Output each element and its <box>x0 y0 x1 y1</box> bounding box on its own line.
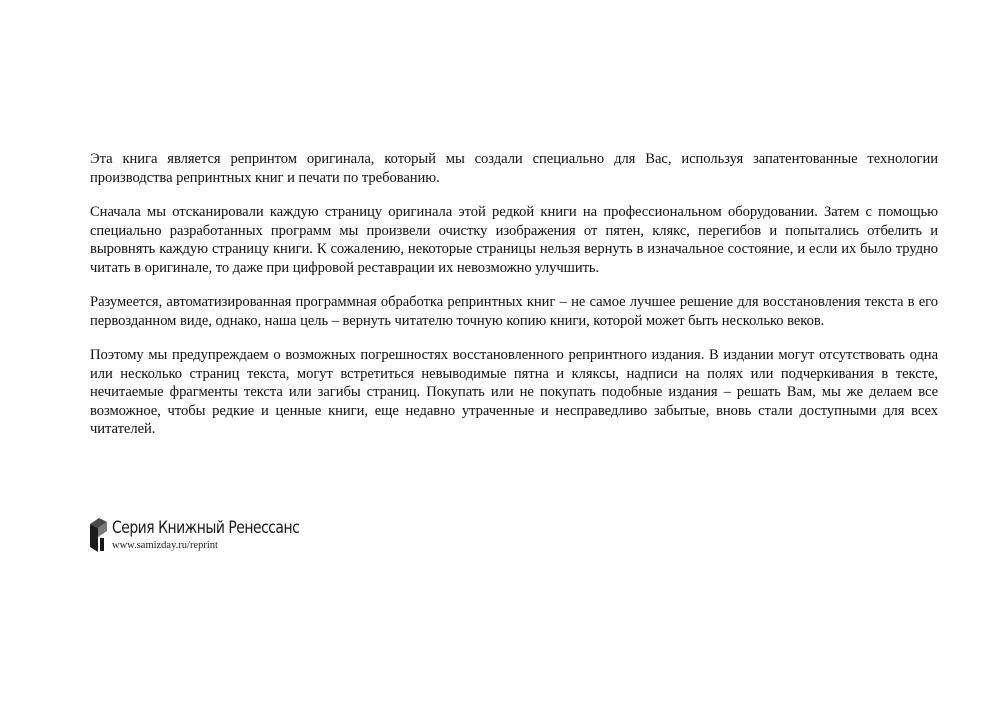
paragraph-reprint-intro: Эта книга является репринтом оригинала, который мы создали специально для Вас, используя запатентованные технологии производства репринтных книг и печати по требованию. <box>90 151 938 186</box>
paragraph-warning: Поэтому мы предупреждаем о возможных погрешностях восстановленного репринтного издания. В издании могут отсутствовать одна или несколько страниц текста, могут встретиться невыводимые пятна и кляксы, надписи на полях или подчеркивания в тексте, нечитаемые фрагменты текста или загибы страниц. Покупать или не покупать подобные издания – решать Вам, мы же делаем все возможное, чтобы редкие и ценные книги, еще недавно утраченные и несправедливо забытые, вновь стали доступными для всех читателей. <box>90 347 938 437</box>
series-brand <box>88 516 348 560</box>
paragraph-scanning: Сначала мы отсканировали каждую страницу оригинала этой редкой книги на профессиональном оборудовании. Затем с помощью специально разработанных программ мы произвели очистку изображения от пятен, клякс, перегибов и попытались отбелить и выровнять каждую страницу книги. К сожалению, некоторые страницы нельзя вернуть в изначальное состояние, и если их было трудно читать в оригинале, то даже при цифровой реставрации их невозможно улучшить. <box>90 204 938 276</box>
book-stack-logo-icon <box>88 516 108 554</box>
series-url: www.samizday.ru/reprint <box>112 540 218 551</box>
series-title: Серия Книжный Ренессанс <box>112 518 300 538</box>
notice-text <box>90 150 938 455</box>
paragraph-automation: Разумеется, автоматизированная программная обработка репринтных книг – не самое лучшее решение для восстановления текста в его первозданном виде, однако, наша цель – вернуть читателю точную копию книги, которой может быть несколько веков. <box>90 294 938 329</box>
